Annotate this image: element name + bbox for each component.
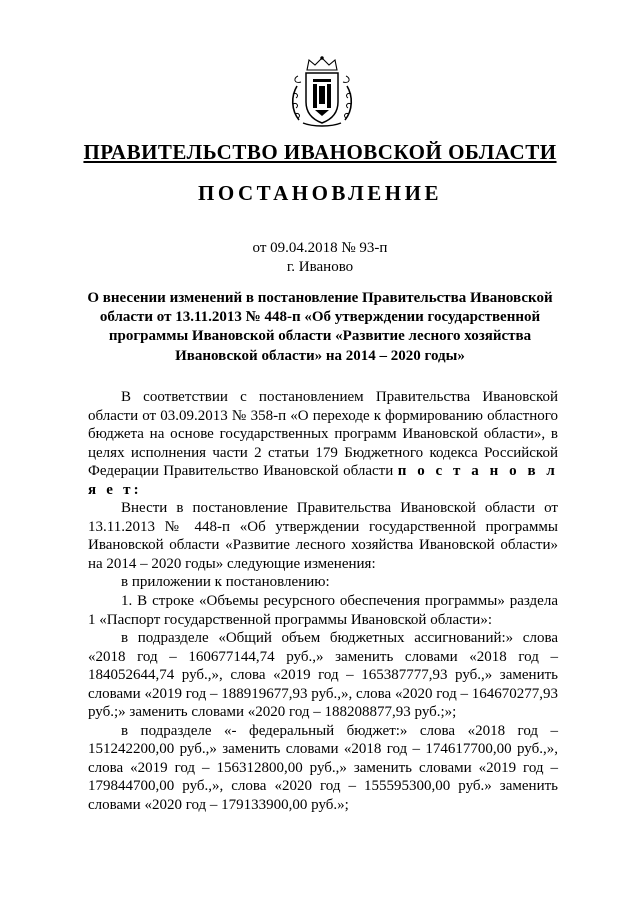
coat-of-arms-icon xyxy=(289,56,355,128)
document-body xyxy=(88,388,558,815)
preamble-paragraph xyxy=(88,388,558,499)
preamble-text: В соответствии с постановлением Правительства Ивановской области от 03.09.2013 № 358-п «О переходе к формированию областного бюджета на основе государственных программ Ивановской области», в целях исполнения части 2 статьи 179 Бюджетного кодекса Российской Федерации Правительство Ивановской области xyxy=(88,389,558,480)
body-paragraph: в подразделе «Общий объем бюджетных ассигнований:» слова «2018 год – 160677144,74 руб.,» заменить словами «2018 год – 184052644,74 руб.,», слова «2019 год – 165387777,93 руб.,» заменить словами «2019 год – 188919677,93 руб.,», слова «2020 год – 164670277,93 руб.;» заменить словами «2020 год – 188208877,93 руб.;»; xyxy=(88,630,558,721)
body-paragraph: 1. В строке «Объемы ресурсного обеспечения программы» раздела 1 «Паспорт государственной программы Ивановской области»: xyxy=(88,593,558,628)
dateline xyxy=(0,239,640,277)
body-paragraph: в подразделе «- федеральный бюджет:» слова «2018 год – 151242200,00 руб.,» заменить словами «2018 год – 174617700,00 руб.,», слова «2019 год – 156312800,00 руб.,» заменить словами «2019 год – 179844700,00 руб.,», слова «2020 год – 155595300,00 руб.» заменить словами «2020 год – 179133900,00 руб.»; xyxy=(88,722,558,814)
city: г. Иваново xyxy=(286,259,354,275)
document-type-title: ПОСТАНОВЛЕНИЕ xyxy=(198,181,442,205)
date-number: от 09.04.2018 № 93-п xyxy=(252,240,388,256)
government-title: ПРАВИТЕЛЬСТВО ИВАНОВСКОЙ ОБЛАСТИ xyxy=(83,140,557,164)
decree-subject: О внесении изменений в постановление Правительства Ивановской области от 13.11.2013 № 448-п «Об утверждении государственной программы Ивановской области «Развитие лесного хозяйства Ивановской области» на 2014 – 2020 годы» xyxy=(87,290,553,364)
body-paragraph: Внести в постановление Правительства Ивановской области от 13.11.2013 № 448-п «Об утверждении государственной программы Ивановской области «Развитие лесного хозяйства Ивановской области» на 2014 – 2020 годы» следующие изменения: xyxy=(88,500,558,572)
body-paragraph: в приложении к постановлению: xyxy=(121,574,330,591)
resolves-word: п о с т а н о в л я е т: xyxy=(88,463,559,498)
